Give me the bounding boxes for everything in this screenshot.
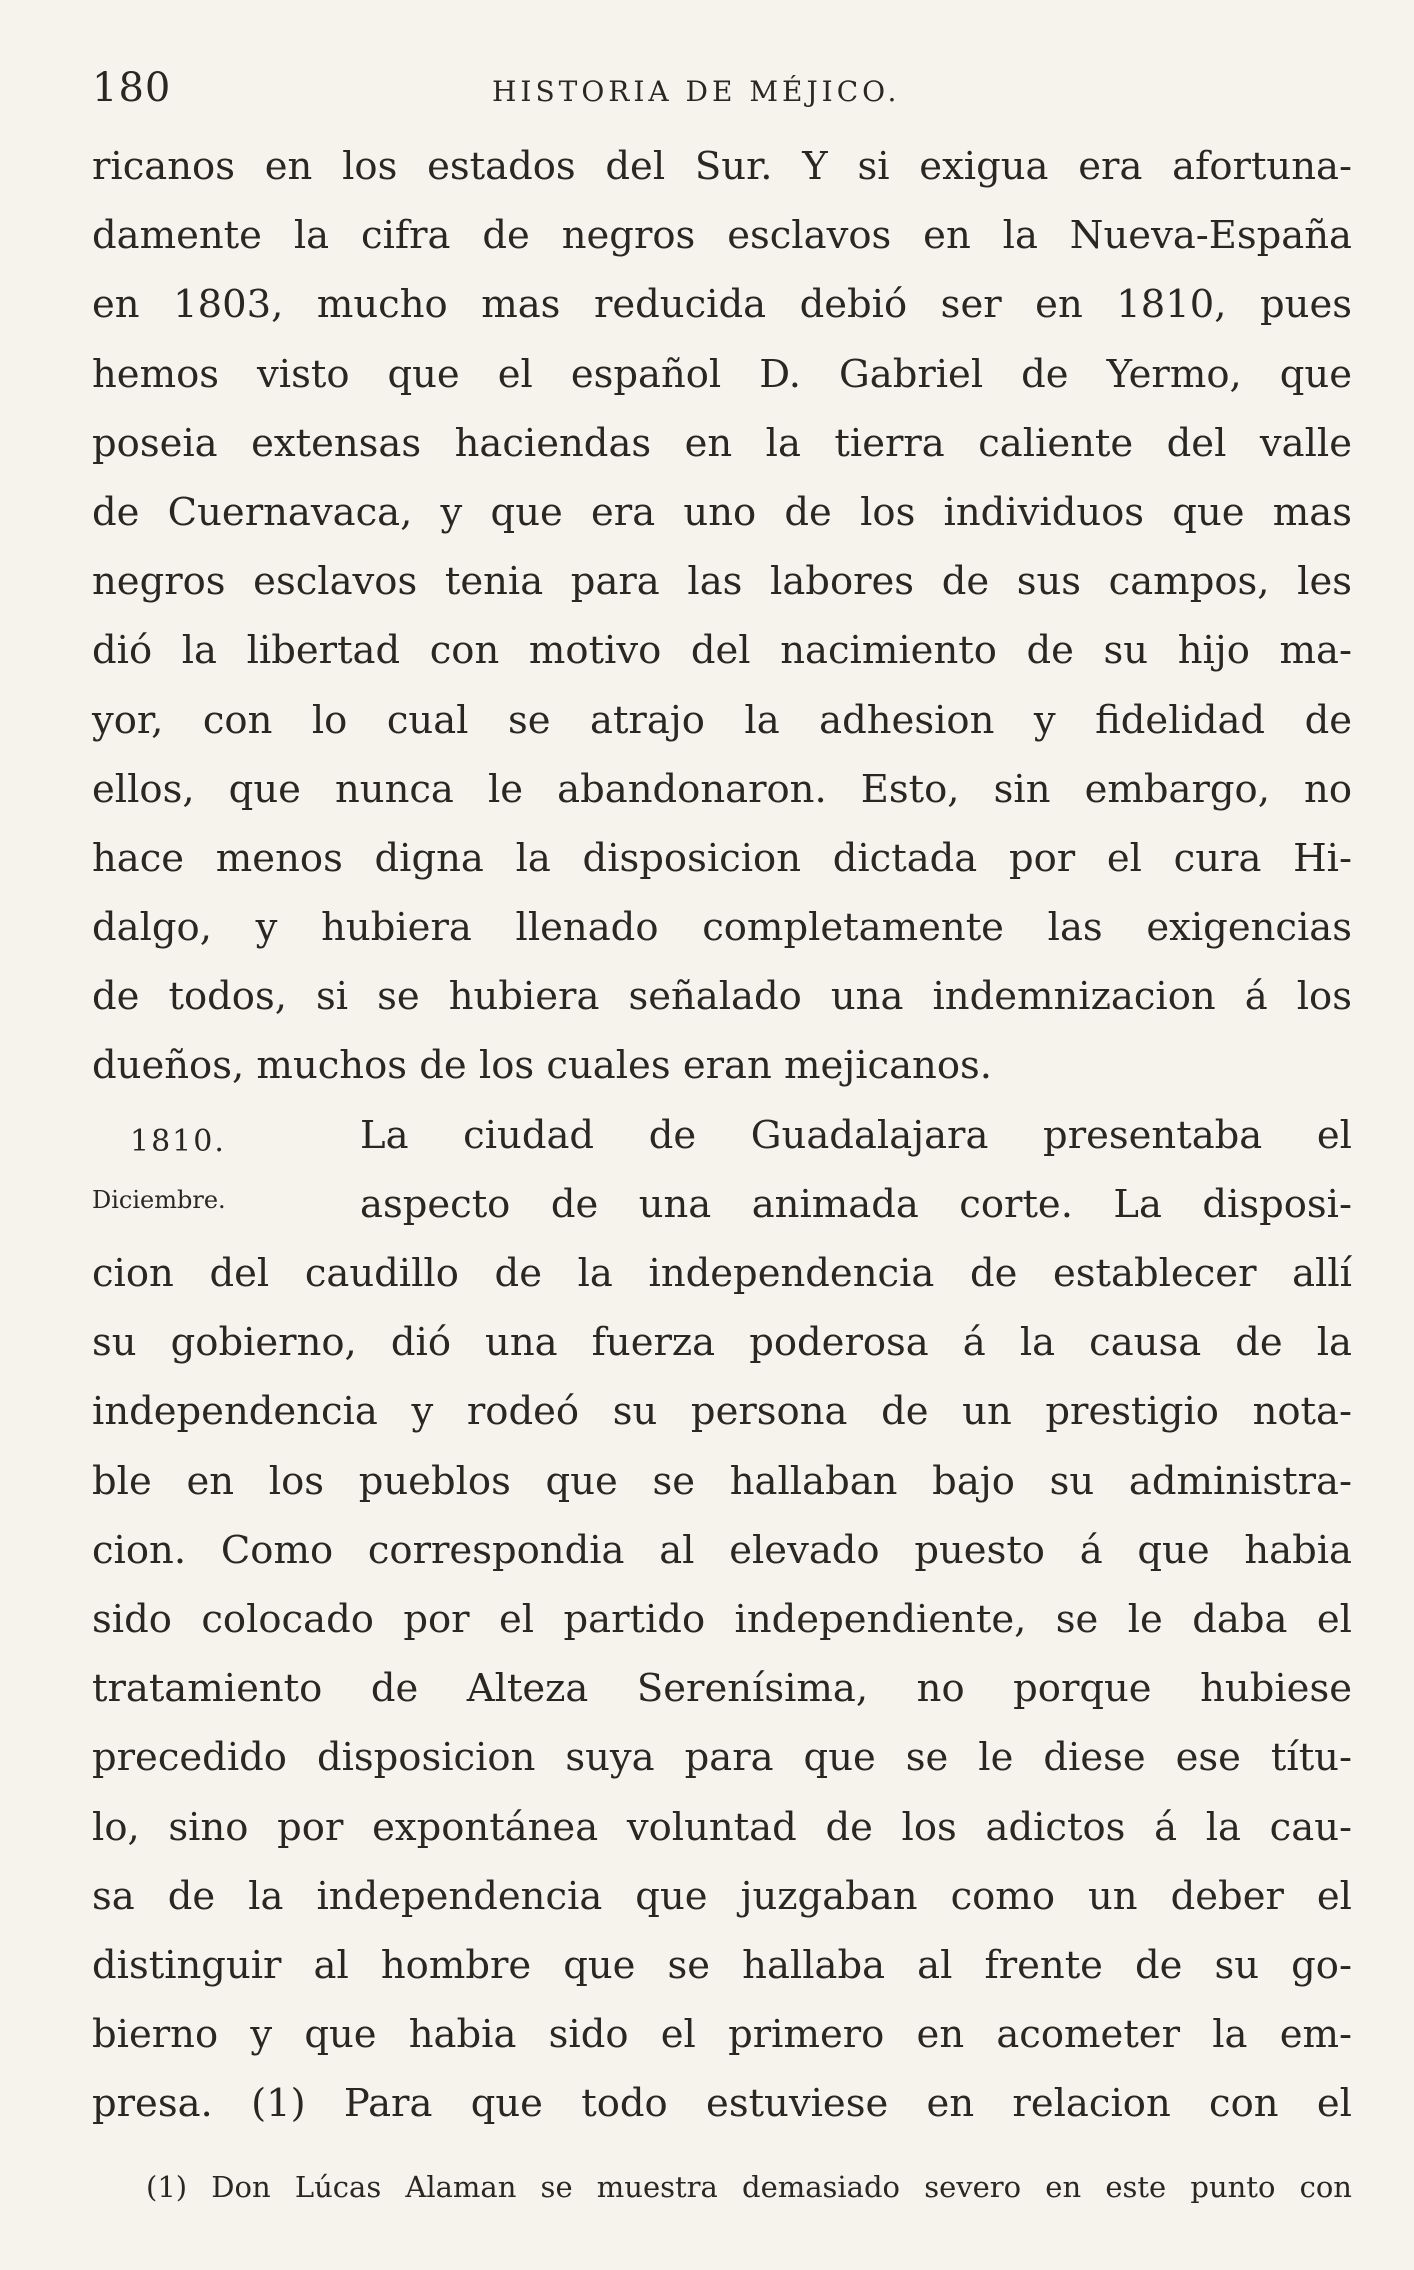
text-line: cion. Como correspondia al elevado puesto á que habia <box>92 1527 1352 1573</box>
page-number: 180 <box>92 65 172 111</box>
text-line: distinguir al hombre que se hallaba al frente de su go- <box>92 1942 1352 1988</box>
footnote: (1) Don Lúcas Alaman se muestra demasiado severo en este punto con <box>146 2170 1352 2204</box>
text-line: dalgo, y hubiera llenado completamente las exigencias <box>92 905 1352 951</box>
body-text <box>92 132 1352 2138</box>
text-line: de todos, si se hubiera señalado una indemnizacion á los <box>92 974 1352 1020</box>
text-line: hace menos digna la disposicion dictada por el cura Hi- <box>92 835 1352 881</box>
text-line: yor, con lo cual se atrajo la adhesion y fidelidad de <box>92 697 1352 743</box>
text-line: independencia y rodeó su persona de un prestigio nota- <box>92 1389 1352 1435</box>
margin-note-month: Diciembre. <box>92 1185 226 1214</box>
margin-note-row <box>92 1101 1352 1170</box>
text-line: dueños, muchos de los cuales eran mejicanos. <box>92 1043 993 1089</box>
margin-note-year: 1810. <box>130 1123 226 1159</box>
text-line: lo, sino por expontánea voluntad de los adictos á la cau- <box>92 1804 1352 1850</box>
text-line: ellos, que nunca le abandonaron. Esto, sin embargo, no <box>92 766 1352 812</box>
text-line: presa. (1) Para que todo estuviese en relacion con el <box>92 2081 1352 2127</box>
text-line: aspecto de una animada corte. La disposi- <box>360 1181 1352 1227</box>
text-line: en 1803, mucho mas reducida debió ser en 1810, pues <box>92 282 1352 328</box>
text-line: poseia extensas haciendas en la tierra caliente del valle <box>92 420 1352 466</box>
text-line: damente la cifra de negros esclavos en la Nueva-España <box>92 213 1352 259</box>
text-line: ble en los pueblos que se hallaban bajo su administra- <box>92 1458 1352 1504</box>
text-line: hemos visto que el español D. Gabriel de Yermo, que <box>92 351 1352 397</box>
margin-note-row <box>92 1170 1352 1239</box>
text-line: de Cuernavaca, y que era uno de los individuos que mas <box>92 489 1352 535</box>
page-header <box>92 58 1352 118</box>
text-line: negros esclavos tenia para las labores de sus campos, les <box>92 559 1352 605</box>
text-line: precedido disposicion suya para que se le diese ese títu- <box>92 1735 1352 1781</box>
text-line: bierno y que habia sido el primero en acometer la em- <box>92 2012 1352 2058</box>
text-line: sa de la independencia que juzgaban como un deber el <box>92 1873 1352 1919</box>
text-line: cion del caudillo de la independencia de establecer allí <box>92 1251 1352 1296</box>
running-title: HISTORIA DE MÉJICO. <box>492 75 901 108</box>
text-line: tratamiento de Alteza Serenísima, no porque hubiese <box>92 1666 1352 1712</box>
text-line: ricanos en los estados del Sur. Y si exigua era afortuna- <box>92 144 1352 189</box>
text-line: dió la libertad con motivo del nacimiento de su hijo ma- <box>92 628 1352 674</box>
text-line: La ciudad de Guadalajara presentaba el <box>360 1112 1352 1158</box>
text-line: sido colocado por el partido independiente, se le daba el <box>92 1596 1352 1642</box>
text-line: su gobierno, dió una fuerza poderosa á la causa de la <box>92 1320 1352 1366</box>
